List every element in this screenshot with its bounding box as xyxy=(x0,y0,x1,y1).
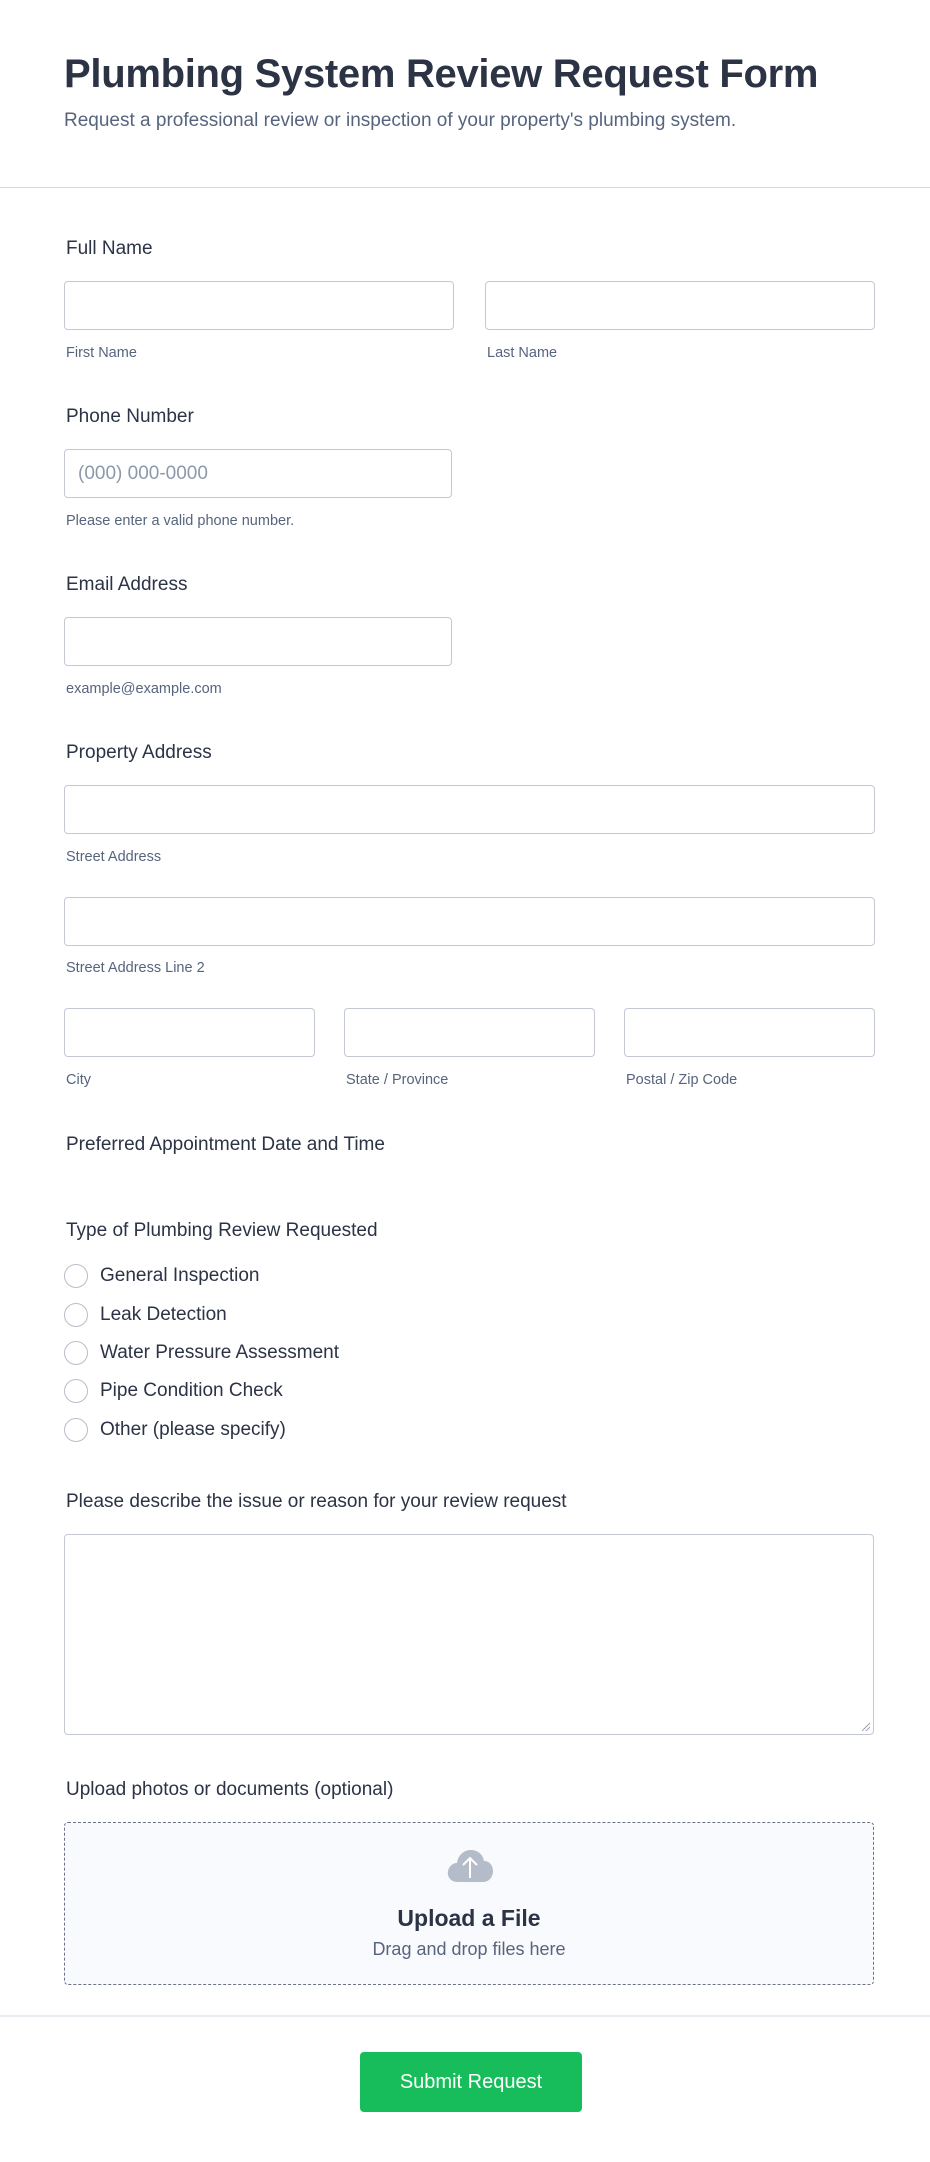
radio-button[interactable] xyxy=(64,1303,88,1327)
footer-divider xyxy=(0,2015,930,2017)
cloud-upload-icon xyxy=(446,1849,494,1883)
address-label: Property Address xyxy=(66,742,212,763)
last-name-sublabel: Last Name xyxy=(487,345,558,361)
radio-button[interactable] xyxy=(64,1418,88,1442)
radio-option-pipe-condition[interactable] xyxy=(64,1377,283,1405)
radio-option-water-pressure[interactable] xyxy=(64,1339,339,1367)
street-address-line2-input[interactable] xyxy=(64,897,875,946)
state-input[interactable] xyxy=(344,1008,595,1057)
radio-label: Pipe Condition Check xyxy=(100,1380,283,1401)
email-label: Email Address xyxy=(66,574,188,595)
radio-option-leak-detection[interactable] xyxy=(64,1301,227,1329)
description-label: Please describe the issue or reason for your review request xyxy=(66,1491,567,1512)
last-name-input[interactable] xyxy=(485,281,875,330)
submit-button[interactable]: Submit Request xyxy=(360,2052,582,2112)
radio-option-general-inspection[interactable] xyxy=(64,1262,260,1290)
radio-label: Other (please specify) xyxy=(100,1419,286,1440)
phone-label: Phone Number xyxy=(66,406,194,427)
street-address-sublabel: Street Address xyxy=(66,849,162,865)
phone-input[interactable] xyxy=(64,449,452,498)
page-title: Plumbing System Review Request Form xyxy=(64,52,819,96)
upload-subtitle: Drag and drop files here xyxy=(372,1939,566,1959)
phone-sublabel: Please enter a valid phone number. xyxy=(66,513,295,529)
review-type-label: Type of Plumbing Review Requested xyxy=(66,1220,378,1241)
radio-label: Water Pressure Assessment xyxy=(100,1342,339,1363)
street-address-line2-sublabel: Street Address Line 2 xyxy=(66,960,205,976)
email-sublabel: example@example.com xyxy=(66,681,222,697)
appointment-label: Preferred Appointment Date and Time xyxy=(66,1134,385,1155)
street-address-input[interactable] xyxy=(64,785,875,834)
radio-option-other[interactable] xyxy=(64,1416,286,1444)
full-name-label: Full Name xyxy=(66,238,153,259)
radio-button[interactable] xyxy=(64,1379,88,1403)
radio-label: Leak Detection xyxy=(100,1304,227,1325)
zip-input[interactable] xyxy=(624,1008,875,1057)
radio-button[interactable] xyxy=(64,1341,88,1365)
radio-button[interactable] xyxy=(64,1264,88,1288)
zip-sublabel: Postal / Zip Code xyxy=(626,1072,738,1088)
state-sublabel: State / Province xyxy=(346,1072,449,1088)
upload-title: Upload a File xyxy=(397,1905,541,1931)
first-name-input[interactable] xyxy=(64,281,454,330)
email-input[interactable] xyxy=(64,617,452,666)
description-textarea[interactable] xyxy=(64,1534,874,1735)
upload-label: Upload photos or documents (optional) xyxy=(66,1779,394,1800)
city-input[interactable] xyxy=(64,1008,315,1057)
phone-placeholder: (000) 000-0000 xyxy=(78,462,208,484)
first-name-sublabel: First Name xyxy=(66,345,137,361)
radio-label: General Inspection xyxy=(100,1265,260,1286)
header-divider xyxy=(0,187,930,188)
resize-handle-icon[interactable] xyxy=(862,1723,870,1731)
city-sublabel: City xyxy=(66,1072,91,1088)
page-subtitle: Request a professional review or inspection of your property's plumbing system. xyxy=(64,110,737,131)
file-dropzone[interactable] xyxy=(64,1822,874,1985)
